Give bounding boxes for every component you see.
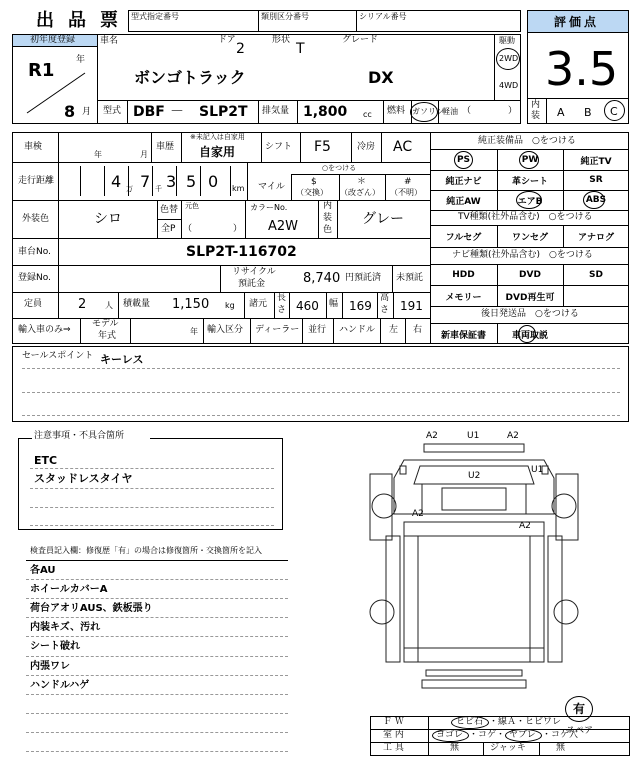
inspection-label: 車検 bbox=[24, 142, 43, 152]
light-oil-paren-close: ） bbox=[508, 106, 518, 116]
grade-label: グレード bbox=[342, 35, 379, 45]
capacity-unit: 人 bbox=[105, 301, 113, 310]
model-dash: － bbox=[170, 104, 184, 120]
score-label: 評価点 bbox=[554, 15, 600, 29]
mileage-digit: 0 bbox=[208, 172, 219, 191]
usage-note: ※未記入は自家用 bbox=[190, 133, 245, 141]
recycle-label-2: 預託金 bbox=[238, 279, 266, 289]
unknown-label: （不明） bbox=[390, 188, 422, 197]
equip-ps: PS bbox=[456, 155, 471, 165]
modified-label: （改ざん） bbox=[340, 188, 380, 197]
light-oil-paren-open: （ bbox=[462, 106, 472, 116]
door-value: 2 bbox=[236, 41, 245, 57]
exterior-color-value: シロ bbox=[94, 211, 122, 227]
room-mid: ・コゲ・ bbox=[469, 730, 506, 740]
interior-color-value: グレー bbox=[362, 211, 404, 227]
load-unit: kg bbox=[225, 301, 235, 310]
recycle-label-1: リサイクル bbox=[232, 267, 276, 277]
mileage-digit: 5 bbox=[186, 172, 197, 191]
chassis-label: 車台No. bbox=[18, 247, 51, 257]
reg-era: R1 bbox=[28, 60, 55, 81]
score-value: 3.5 bbox=[545, 42, 619, 96]
docs-title: 後日発送品 ○をつける bbox=[481, 309, 579, 319]
width-label: 幅 bbox=[329, 299, 339, 309]
tools-value: 無 bbox=[450, 743, 460, 753]
mileage-digit: 7 bbox=[140, 172, 151, 191]
right-label: 右 bbox=[413, 325, 423, 335]
tv-analog: アナログ bbox=[577, 233, 614, 243]
tv-oneseg: ワンセグ bbox=[511, 233, 548, 243]
door-label: ドア bbox=[218, 35, 236, 45]
damage-mark: U1 bbox=[467, 431, 480, 441]
model-code: SLP2T bbox=[199, 104, 248, 120]
equip-genuine-aw: 純正AW bbox=[446, 196, 481, 207]
sales-label: セールスポイント bbox=[22, 351, 94, 361]
recycle-deposited: 円預託済 bbox=[345, 273, 382, 283]
equip-pw: PW bbox=[521, 155, 539, 165]
damage-mark: A2 bbox=[507, 431, 519, 441]
equip-genuine-tv: 純正TV bbox=[580, 156, 612, 167]
mileage-label: 走行距離 bbox=[18, 176, 55, 186]
page-title: 出品票 bbox=[36, 10, 132, 31]
import-class-label: 輸入区分 bbox=[207, 325, 244, 335]
inspector-item: 内張ワレ bbox=[30, 661, 70, 672]
shift-label: シフト bbox=[265, 142, 293, 152]
notes-title: 注意事項・不具合箇所 bbox=[34, 431, 125, 441]
displacement-value: 1,800 bbox=[303, 104, 348, 120]
mileage-man-label: 万 bbox=[126, 185, 133, 193]
import-label: 輸入車のみ⇒ bbox=[18, 325, 71, 335]
interior-grade-b: B bbox=[584, 106, 592, 119]
chassis-value: SLP2T-116702 bbox=[186, 244, 297, 260]
length-label-2: さ bbox=[277, 305, 287, 315]
displacement-unit: cc bbox=[363, 110, 372, 119]
height-label-2: さ bbox=[380, 305, 390, 315]
navi-memory: メモリー bbox=[445, 292, 482, 303]
equip-leather-seat: 革シート bbox=[511, 176, 548, 187]
interior-color-label-3: 色 bbox=[323, 225, 333, 235]
mileage-unit: km bbox=[232, 184, 245, 193]
interior-color-label-1: 内 bbox=[323, 201, 333, 211]
mileage-sen-label: 千 bbox=[155, 185, 162, 193]
model-year-label-1: モデル bbox=[92, 319, 119, 329]
unknown-symbol: # bbox=[404, 177, 412, 187]
fuel-label: 燃料 bbox=[387, 106, 406, 116]
usage-label: 車歴 bbox=[156, 142, 175, 152]
inspector-item: 内装キズ、汚れ bbox=[30, 622, 101, 633]
color-no-label: カラーNo. bbox=[250, 203, 288, 212]
docs-manual: 車両取説 bbox=[511, 330, 548, 341]
shift-value: F5 bbox=[314, 139, 331, 155]
fw-rest: ・線Ａ・ヒビワレ bbox=[489, 717, 562, 727]
parallel-label: 並行 bbox=[308, 325, 327, 335]
interior-label-1: 内 bbox=[531, 100, 541, 110]
interior-color-label-2: 装 bbox=[323, 213, 333, 223]
tv-title: TV種類(社外品含む) ○をつける bbox=[458, 212, 593, 222]
damage-mark: U2 bbox=[468, 471, 481, 481]
load-value: 1,150 bbox=[172, 297, 210, 312]
odo-circle-note: ○をつける bbox=[322, 164, 357, 172]
color-change-label: 色替 bbox=[160, 205, 179, 215]
import-year-unit: 年 bbox=[190, 327, 198, 336]
note-item: スタッドレスタイヤ bbox=[34, 472, 133, 485]
model-designation-label: 型式指定番号 bbox=[131, 12, 179, 21]
reg-year-label: 年 bbox=[76, 55, 86, 65]
exchange-label: （交換） bbox=[296, 188, 328, 197]
original-color-label: 元色 bbox=[185, 202, 199, 210]
tv-fullseg: フルセグ bbox=[445, 233, 482, 243]
navi-dvd-play: DVD再生可 bbox=[505, 292, 555, 303]
height-value: 191 bbox=[400, 299, 423, 313]
load-label: 積載量 bbox=[123, 299, 151, 309]
fw-circled: ヒビ石 bbox=[456, 717, 484, 727]
circle-abs bbox=[583, 191, 605, 209]
damage-mark: A2 bbox=[519, 521, 531, 531]
registration-label: 登録No. bbox=[18, 273, 51, 283]
exchange-symbol: $ bbox=[311, 177, 317, 187]
dims-label: 諸元 bbox=[249, 299, 268, 309]
interior-grade-a: A bbox=[557, 106, 565, 119]
docs-warranty: 新車保証書 bbox=[440, 330, 486, 341]
inspection-month-unit: 月 bbox=[140, 150, 148, 159]
room-label: 室 内 bbox=[383, 730, 404, 740]
exterior-color-label: 外装色 bbox=[22, 214, 50, 224]
drive-2wd: 2WD bbox=[499, 54, 519, 63]
color-no-value: A2W bbox=[268, 219, 299, 234]
mile-label: マイル bbox=[258, 182, 285, 192]
length-value: 460 bbox=[296, 299, 319, 313]
cooling-label: 冷房 bbox=[357, 142, 376, 152]
spare-label: スペア bbox=[566, 726, 594, 736]
first-reg-label: 初年度登録 bbox=[30, 35, 76, 45]
navi-hdd: HDD bbox=[452, 270, 475, 280]
displacement-label: 排気量 bbox=[262, 106, 290, 116]
equip-abs: ABS bbox=[585, 195, 607, 205]
inspector-item: シート破れ bbox=[30, 641, 80, 652]
reg-month-label: 月 bbox=[82, 107, 92, 117]
drive-4wd: 4WD bbox=[499, 81, 519, 90]
note-item: ETC bbox=[34, 454, 58, 467]
recycle-undeposited: 未預託 bbox=[396, 273, 424, 283]
height-label-1: 高 bbox=[380, 293, 390, 303]
fw-label: Ｆ Ｗ bbox=[383, 717, 404, 727]
car-name-value: ボンゴトラック bbox=[134, 68, 246, 87]
category-label: 類別区分番号 bbox=[261, 12, 309, 21]
spare-value: 有 bbox=[573, 702, 586, 716]
circle-airbag bbox=[516, 191, 542, 209]
genuine-title: 純正装備品 ○をつける bbox=[478, 136, 576, 146]
grade-value: DX bbox=[368, 68, 394, 87]
inspector-item: ホイールカバーA bbox=[30, 584, 108, 595]
model-prefix: DBF bbox=[133, 104, 165, 120]
capacity-value: 2 bbox=[78, 297, 87, 312]
equip-genuine-navi: 純正ナビ bbox=[445, 176, 482, 187]
drive-label: 駆動 bbox=[499, 36, 515, 45]
capacity-label: 定員 bbox=[24, 299, 43, 309]
tools-label: 工 具 bbox=[383, 743, 404, 753]
car-name-label: 車名 bbox=[100, 36, 119, 46]
model-year-label-2: 年式 bbox=[98, 331, 117, 341]
damage-mark: A2 bbox=[412, 509, 424, 519]
room-circled-1: ヨゴレ bbox=[436, 730, 464, 740]
jack-label: ジャッキ bbox=[490, 743, 526, 753]
sales-value: キーレス bbox=[100, 353, 144, 366]
length-label-1: 長 bbox=[277, 293, 287, 303]
interior-grade-c: C bbox=[610, 105, 618, 118]
fuel-value: ガソリン bbox=[412, 107, 444, 116]
inspection-year-unit: 年 bbox=[94, 150, 102, 159]
navi-dvd: DVD bbox=[519, 270, 541, 280]
inspector-item: 各AU bbox=[30, 565, 56, 576]
room-rest: ・コゲ穴 bbox=[542, 730, 579, 740]
interior-label-2: 装 bbox=[531, 111, 541, 121]
light-oil-label: 軽油 bbox=[442, 107, 458, 116]
full-paint-label: 全P bbox=[161, 224, 176, 234]
damage-mark: A2 bbox=[426, 431, 438, 441]
circle-pw bbox=[519, 151, 539, 169]
usage-value: 自家用 bbox=[199, 145, 236, 159]
inspector-title: 検査員記入欄：修復歴「有」の場合は修復箇所・交換箇所を記入 bbox=[30, 546, 262, 555]
shape-label: 形状 bbox=[272, 35, 291, 45]
circle-manual bbox=[518, 325, 536, 343]
model-type-label: 型式 bbox=[103, 106, 122, 116]
width-value: 169 bbox=[349, 299, 372, 313]
circle-ps bbox=[454, 151, 473, 169]
original-color-paren-close: ） bbox=[233, 224, 243, 234]
recycle-value: 8,740 bbox=[303, 271, 341, 286]
left-label: 左 bbox=[389, 325, 399, 335]
equip-airbag: エアB bbox=[517, 196, 543, 207]
dealer-label: ディーラー bbox=[255, 325, 300, 335]
serial-row bbox=[128, 10, 521, 32]
steering-label: ハンドル bbox=[339, 325, 376, 335]
serial-label: シリアル番号 bbox=[359, 12, 407, 21]
shape-value: T bbox=[296, 41, 305, 57]
original-color-paren-open: （ bbox=[183, 224, 193, 234]
modified-symbol: ＊ bbox=[357, 177, 367, 187]
navi-sd: SD bbox=[589, 270, 603, 280]
inspector-item: ハンドルハゲ bbox=[30, 680, 90, 691]
inspector-item: 荷台アオリAUS、鉄板張り bbox=[30, 603, 153, 614]
room-circled-2: ヤブレ bbox=[509, 730, 536, 740]
mileage-digit: 3 bbox=[166, 172, 177, 191]
equip-sr: SR bbox=[589, 175, 603, 185]
reg-month: 8 bbox=[64, 102, 76, 121]
jack-value: 無 bbox=[556, 743, 566, 753]
cooling-value: AC bbox=[393, 139, 413, 155]
mileage-digit: 4 bbox=[111, 172, 122, 191]
damage-mark: U1 bbox=[531, 465, 544, 475]
navi-title: ナビ種類(社外品含む) ○をつける bbox=[452, 250, 593, 260]
